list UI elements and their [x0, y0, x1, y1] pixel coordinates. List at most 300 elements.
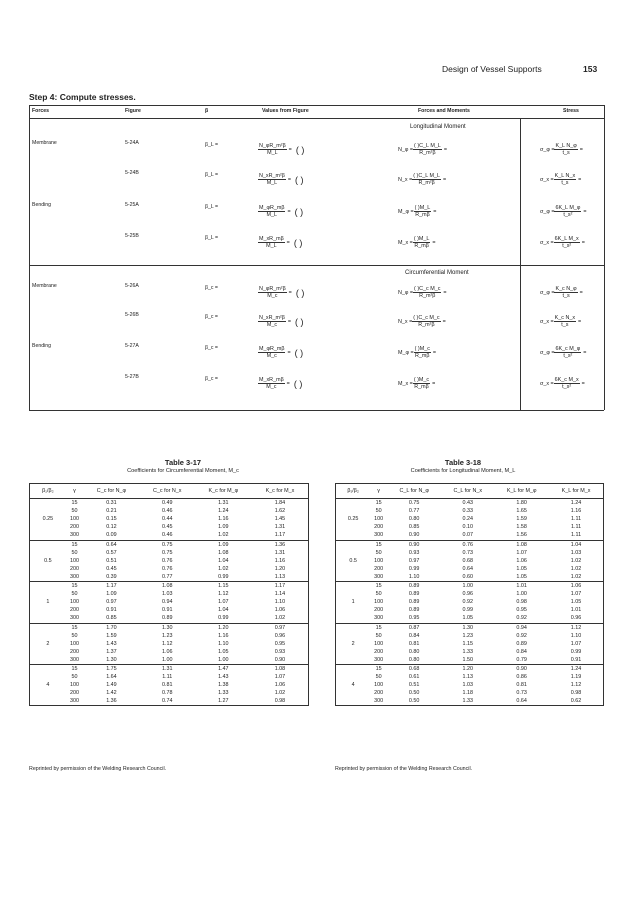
- table17-cell: 0.94: [161, 599, 173, 606]
- table17-cell: 0.75: [161, 549, 173, 556]
- value-blank: ( ): [293, 378, 303, 389]
- table18-subtitle: Coefficients for Longitudinal Moment, M_L: [410, 468, 516, 474]
- table18-ratio-cell: 0.5: [349, 557, 357, 564]
- section-circumferential: Circumferential Moment: [405, 270, 469, 276]
- table18-cell: 1.01: [570, 607, 582, 614]
- table18-cell: 1.24: [570, 665, 582, 672]
- table18-ratio-cell: [336, 689, 371, 697]
- table18-cell: 0.50: [408, 698, 420, 705]
- table18-cell: 0.91: [570, 656, 582, 663]
- value-fraction: [258, 205, 285, 218]
- value-from-figure: [258, 286, 304, 299]
- stress-symbol: σ_x =: [540, 380, 554, 387]
- table17-cell: 1.00: [218, 656, 229, 663]
- table18-cell: 0.81: [408, 640, 420, 647]
- table17-ratio-cell: 4: [46, 682, 50, 689]
- table18-cell: 1.02: [570, 565, 582, 572]
- running-title: Design of Vessel Supports: [442, 64, 542, 74]
- equals-sign: =: [443, 289, 447, 296]
- table17-cell: 1.09: [218, 541, 229, 548]
- table18-cell: 100: [374, 640, 384, 647]
- value-fraction: [258, 377, 285, 390]
- value-numerator: M_φR_mβ: [259, 346, 285, 352]
- value-from-figure: [258, 236, 302, 249]
- table18-cell: 0.89: [408, 599, 420, 606]
- table18-cell: 0.90: [516, 665, 527, 672]
- table17-cell: 1.17: [274, 532, 286, 539]
- value-from-figure: [258, 173, 304, 186]
- stress-bottom-rule: [29, 410, 604, 411]
- stress-top-rule: [29, 105, 604, 106]
- table17-cell: 1.09: [218, 524, 229, 531]
- table17-row: [30, 648, 309, 656]
- table17-row: [30, 606, 309, 614]
- fm-symbol: M_x =: [398, 380, 413, 387]
- table18-cell: 0.96: [462, 591, 474, 598]
- table17-col-header: C_c for N_x: [153, 488, 182, 495]
- table17-cell: 300: [69, 573, 79, 580]
- table17-row: [30, 681, 309, 689]
- fm-numerator: ( )M_L: [413, 236, 430, 242]
- equals-sign: =: [433, 208, 437, 215]
- figure-label: 5-25A: [125, 202, 139, 208]
- table18-cell: 0.92: [516, 615, 527, 622]
- equals-sign: =: [286, 239, 290, 246]
- table18-cell: 0.60: [462, 573, 474, 580]
- table18-body: [336, 499, 604, 706]
- table17-head: [30, 484, 309, 499]
- table18-cell: 1.03: [570, 549, 582, 556]
- table17-cell: 50: [71, 674, 78, 681]
- table17-cell: 1.37: [106, 648, 117, 655]
- stress-header: Forces: [32, 108, 50, 114]
- table17-cell: 1.12: [218, 591, 229, 598]
- table17-ratio-cell: [30, 632, 66, 640]
- beta-label: β_L =: [205, 204, 219, 210]
- stress-fraction: [554, 173, 576, 186]
- table17-cell: 1.07: [274, 674, 286, 681]
- table18-cell: 100: [374, 599, 384, 606]
- table18-cell: 1.20: [462, 665, 474, 672]
- table17-row: [30, 540, 309, 549]
- table17-cell: 0.45: [161, 524, 173, 531]
- equals-sign: =: [581, 239, 585, 246]
- table17-ratio-cell: 0.5: [44, 557, 52, 564]
- table17-ratio-cell: [30, 623, 66, 632]
- table17-ratio-cell: [30, 523, 66, 531]
- fm-denominator: R_mβ: [415, 212, 430, 218]
- table17-cell: 15: [71, 583, 78, 590]
- fm-symbol: N_φ =: [398, 146, 414, 153]
- equals-sign: =: [578, 318, 582, 325]
- table17-cell: 200: [69, 648, 79, 655]
- table17-cell: 0.95: [274, 640, 286, 647]
- value-fraction: [258, 236, 285, 249]
- table18-cell: 0.98: [516, 599, 527, 606]
- table18-ratio-cell: [336, 664, 371, 673]
- figure-label: 5-24B: [125, 170, 139, 176]
- table18-cell: 1.65: [516, 508, 527, 515]
- equals-sign: =: [288, 146, 292, 153]
- table17-ratio-cell: [30, 606, 66, 614]
- table18-cell: 1.05: [462, 615, 474, 622]
- table17-cell: 1.84: [274, 500, 286, 507]
- stress-denominator: t_s²: [563, 212, 573, 218]
- table18-cell: 0.85: [408, 524, 420, 531]
- table17-cell: 1.31: [218, 500, 229, 507]
- table17-ratio-cell: [30, 582, 66, 591]
- table17-cell: 0.98: [274, 698, 286, 705]
- table17-ratio-cell: [30, 697, 66, 706]
- table17-cell: 0.21: [106, 508, 117, 515]
- stress-mid-rule: [29, 265, 604, 266]
- table18-cell: 15: [375, 624, 382, 631]
- stress-formula: [540, 205, 589, 218]
- stress-fraction: [554, 143, 577, 156]
- table18-cell: 0.80: [408, 656, 420, 663]
- table18-cell: 1.11: [571, 516, 582, 523]
- table18-cell: 1.05: [516, 573, 527, 580]
- stress-header: Figure: [125, 108, 141, 114]
- table18-cell: 0.64: [516, 698, 527, 705]
- table17-body: [30, 499, 309, 706]
- table18-cell: 0.24: [462, 516, 474, 523]
- table18-cell: 1.19: [570, 674, 582, 681]
- table18-row: [336, 499, 604, 508]
- value-from-figure: [258, 205, 303, 218]
- table17-cell: 200: [69, 690, 79, 697]
- table18-cell: 1.05: [516, 565, 527, 572]
- table18-col-header: β₁/β₂: [347, 488, 359, 495]
- table17-cell: 1.15: [218, 583, 229, 590]
- table17-cell: 1.02: [274, 690, 286, 697]
- figure-label: 5-25B: [125, 233, 139, 239]
- value-from-figure: [258, 315, 304, 328]
- table17-cell: 1.09: [106, 591, 117, 598]
- value-fraction: [258, 315, 286, 328]
- stress-header: Values from Figure: [262, 108, 309, 114]
- table18-cell: 1.11: [571, 532, 582, 539]
- table18-header-row: [336, 484, 604, 499]
- beta-label: β_c =: [205, 345, 218, 351]
- table17-cell: 0.93: [274, 648, 286, 655]
- table17-row: [30, 582, 309, 591]
- table18-cell: 50: [375, 591, 382, 598]
- value-fraction: [258, 143, 287, 156]
- table17-cell: 0.78: [161, 690, 173, 697]
- table18-row: [336, 656, 604, 665]
- stress-head-rule: [29, 118, 604, 119]
- value-blank: ( ): [293, 237, 303, 248]
- table17-ratio-cell: [30, 531, 66, 540]
- table18-cell: 1.10: [570, 632, 582, 639]
- table18-cell: 0.89: [408, 583, 420, 590]
- table17-cell: 0.96: [274, 632, 286, 639]
- stress-formula: [540, 315, 583, 328]
- table18-cell: 0.80: [408, 516, 420, 523]
- table17-cell: 1.16: [274, 557, 286, 564]
- table18-col-header: K_L for M_φ: [506, 488, 537, 495]
- table17-row: [30, 523, 309, 531]
- table18-row: [336, 598, 604, 606]
- fm-symbol: N_φ =: [398, 289, 414, 296]
- table18-cell: 15: [375, 583, 382, 590]
- stress-numerator: 6K_L M_φ: [555, 205, 581, 211]
- fm-numerator: ( )C_c M_c: [413, 315, 440, 321]
- table18-cell: 0.96: [570, 615, 582, 622]
- table18-row: [336, 673, 604, 681]
- table17-cell: 0.46: [161, 508, 173, 515]
- table18-ratio-cell: 1: [351, 599, 355, 606]
- equals-sign: =: [442, 318, 446, 325]
- table17-cell: 0.89: [161, 615, 173, 622]
- table17-cell: 1.08: [218, 549, 229, 556]
- table17-cell: 50: [71, 632, 78, 639]
- equals-sign: =: [579, 289, 583, 296]
- table17-row: [30, 656, 309, 665]
- stress-fraction: [554, 346, 581, 359]
- table18-cell: 300: [374, 532, 384, 539]
- table17-cell: 1.31: [274, 524, 286, 531]
- stress-formula: [540, 236, 587, 249]
- table17-cell: 1.08: [161, 583, 173, 590]
- table17-row: [30, 499, 309, 508]
- fm-denominator: R_m²β: [418, 322, 435, 328]
- table18-cell: 0.97: [408, 557, 420, 564]
- table17-cell: 1.16: [218, 516, 229, 523]
- table18-row: [336, 664, 604, 673]
- equals-sign: =: [432, 380, 436, 387]
- table17-cell: 15: [71, 500, 78, 507]
- table17-ratio-cell: [30, 565, 66, 573]
- value-numerator: N_φR_m²β: [259, 286, 286, 292]
- stress-formula: [540, 173, 583, 186]
- fm-symbol: M_φ =: [398, 208, 414, 215]
- stress-symbol: σ_x =: [540, 239, 554, 246]
- table17-cell: 200: [69, 607, 79, 614]
- table18-ratio-cell: [336, 623, 371, 632]
- stress-numerator: 6K_c M_φ: [555, 346, 581, 352]
- table17-cell: 1.02: [218, 565, 229, 572]
- table17-cell: 1.30: [106, 656, 117, 663]
- table18-cell: 1.16: [570, 508, 582, 515]
- equals-sign: =: [287, 176, 292, 183]
- stress-symbol: σ_φ =: [540, 289, 555, 296]
- table18-cell: 0.79: [516, 656, 527, 663]
- table18-cell: 1.30: [462, 624, 474, 631]
- table18-cell: 0.07: [462, 532, 474, 539]
- table18-cell: 0.94: [516, 624, 527, 631]
- table18-cell: 0.76: [462, 541, 474, 548]
- table18-cell: 1.11: [571, 524, 582, 531]
- table17-row: [30, 673, 309, 681]
- table18-cell: 1.33: [462, 648, 474, 655]
- table18-ratio-cell: [336, 697, 371, 706]
- table18-cell: 100: [374, 516, 384, 523]
- table17-row: [30, 632, 309, 640]
- table17-cell: 1.75: [106, 665, 117, 672]
- table17-cell: 300: [69, 615, 79, 622]
- fm-numerator: ( )C_L M_L: [413, 173, 440, 179]
- value-blank: ( ): [295, 316, 304, 327]
- table18-cell: 200: [374, 565, 384, 572]
- table18-cell: 0.10: [462, 524, 474, 531]
- force-label: Membrane: [32, 140, 57, 146]
- table18-col-header: C_L for N_φ: [399, 488, 429, 495]
- table17-cell: 0.44: [161, 516, 173, 523]
- table17-cell: 0.90: [274, 656, 286, 663]
- equals-sign: =: [443, 176, 447, 183]
- stress-numerator: 6K_c M_x: [554, 377, 579, 383]
- stress-symbol: σ_x =: [540, 176, 554, 183]
- table18-cell: 1.07: [570, 591, 582, 598]
- table18-col-header: C_L for N_x: [453, 488, 483, 495]
- equals-sign: =: [578, 176, 582, 183]
- table17-cell: 50: [71, 508, 78, 515]
- table17-row: [30, 515, 309, 523]
- table17-cell: 1.14: [274, 591, 286, 598]
- table18-cell: 50: [375, 632, 382, 639]
- table17-ratio-cell: [30, 664, 66, 673]
- value-denominator: M_c: [266, 353, 277, 359]
- value-numerator: M_xR_mβ: [259, 377, 284, 383]
- table18-ratio-cell: 2: [351, 640, 355, 647]
- table17-cell: 100: [69, 640, 79, 647]
- table18-ratio-cell: [336, 523, 371, 531]
- table18-cell: 100: [374, 557, 384, 564]
- table17-row: [30, 664, 309, 673]
- table17-row: [30, 614, 309, 623]
- table18-cell: 0.84: [516, 648, 527, 655]
- table17-row: [30, 573, 309, 582]
- force-moment-formula: [398, 346, 438, 359]
- stress-denominator: t_s: [562, 293, 570, 299]
- fm-symbol: N_x =: [398, 318, 413, 325]
- table17-cell: 1.10: [274, 599, 286, 606]
- table17-subtitle: Coefficients for Circumferential Moment, M_c: [127, 468, 239, 474]
- value-numerator: N_xR_m²β: [259, 315, 285, 321]
- stress-fraction: [554, 377, 580, 390]
- table18-cell: 1.08: [516, 541, 527, 548]
- table17-cell: 1.20: [274, 565, 286, 572]
- table17-row: [30, 549, 309, 557]
- table17-cell: 300: [69, 698, 79, 705]
- table17-cell: 1.43: [218, 674, 229, 681]
- table18-cell: 15: [375, 665, 382, 672]
- table17-cell: 15: [71, 541, 78, 548]
- table17-cell: 0.39: [106, 573, 117, 580]
- table18-row: [336, 523, 604, 531]
- table18-cell: 0.81: [516, 682, 527, 689]
- table17-row: [30, 531, 309, 540]
- table17-cell: 1.11: [162, 674, 173, 681]
- table18-ratio-cell: [336, 582, 371, 591]
- table17-note: Reprinted by permission of the Welding Research Council.: [29, 766, 167, 772]
- table18-ratio-cell: [336, 632, 371, 640]
- stress-denominator: t_s: [561, 322, 569, 328]
- stress-formula: [540, 346, 588, 359]
- stress-numerator: K_L N_x: [554, 173, 576, 179]
- table17-cell: 100: [69, 682, 79, 689]
- table18-cell: 0.64: [462, 565, 474, 572]
- table18-cell: 200: [374, 690, 384, 697]
- beta-label: β_c =: [205, 285, 218, 291]
- table18-cell: 200: [374, 524, 384, 531]
- table18-cell: 1.02: [570, 573, 582, 580]
- table18-cell: 0.77: [408, 508, 420, 515]
- table17-cell: 1.42: [106, 690, 117, 697]
- table18-cell: 1.10: [408, 573, 420, 580]
- table18-note: Reprinted by permission of the Welding Research Council.: [335, 766, 473, 772]
- table17-row: [30, 697, 309, 706]
- table18-row: [336, 623, 604, 632]
- value-blank: ( ): [295, 144, 305, 155]
- table17-cell: 100: [69, 557, 79, 564]
- table17-cell: 1.20: [218, 624, 229, 631]
- force-moment-formula: [398, 236, 438, 249]
- table18-cell: 50: [375, 508, 382, 515]
- fm-denominator: R_m²β: [418, 180, 435, 186]
- table18-cell: 1.01: [516, 583, 527, 590]
- table18-ratio-cell: [336, 499, 371, 508]
- table17-cell: 1.05: [218, 648, 229, 655]
- value-denominator: M_L: [266, 243, 277, 249]
- beta-label: β_L =: [205, 142, 219, 148]
- table18-cell: 0.92: [516, 632, 527, 639]
- table17-cell: 300: [69, 656, 79, 663]
- table17-cell: 0.85: [106, 615, 117, 622]
- value-from-figure: [258, 377, 302, 390]
- table17-ratio-cell: [30, 656, 66, 665]
- fm-fraction: [413, 143, 442, 156]
- table17-row: [30, 590, 309, 598]
- table18-row: [336, 632, 604, 640]
- table18-cell: 1.00: [462, 583, 474, 590]
- table17-row: [30, 640, 309, 648]
- fm-numerator: ( )M_c: [414, 346, 430, 352]
- figure-label: 5-27B: [125, 374, 139, 380]
- table17-cell: 1.06: [161, 648, 173, 655]
- table17-cell: 0.97: [106, 599, 117, 606]
- table18-ratio-cell: 0.25: [347, 516, 359, 523]
- value-blank: ( ): [295, 287, 305, 298]
- table17-col-header: β₁/β₂: [42, 488, 54, 495]
- force-moment-formula: [398, 286, 449, 299]
- table17-col-header: K_c for M_φ: [208, 488, 239, 495]
- fm-symbol: M_φ =: [398, 349, 414, 356]
- table17-cell: 1.08: [274, 665, 286, 672]
- table18-cell: 0.93: [408, 549, 420, 556]
- table17-ratio-cell: [30, 499, 66, 508]
- table18-row: [336, 549, 604, 557]
- table18-cell: 1.00: [516, 591, 527, 598]
- table18-cell: 0.99: [462, 607, 474, 614]
- table18-cell: 1.23: [462, 632, 474, 639]
- table17-cell: 0.15: [106, 516, 117, 523]
- table17-col-header: C_c for N_φ: [96, 488, 127, 495]
- table18-cell: 1.06: [570, 583, 582, 590]
- table17-row: [30, 557, 309, 565]
- value-from-figure: [258, 143, 304, 156]
- table18-row: [336, 697, 604, 706]
- value-numerator: N_xR_m²β: [259, 173, 285, 179]
- table17-col-header: K_c for M_x: [265, 488, 295, 495]
- table18-cell: 50: [375, 549, 382, 556]
- stress-numerator: K_c N_φ: [555, 286, 577, 292]
- table17-cell: 200: [69, 524, 79, 531]
- table18-ratio-cell: [336, 573, 371, 582]
- table18-head: [336, 484, 604, 499]
